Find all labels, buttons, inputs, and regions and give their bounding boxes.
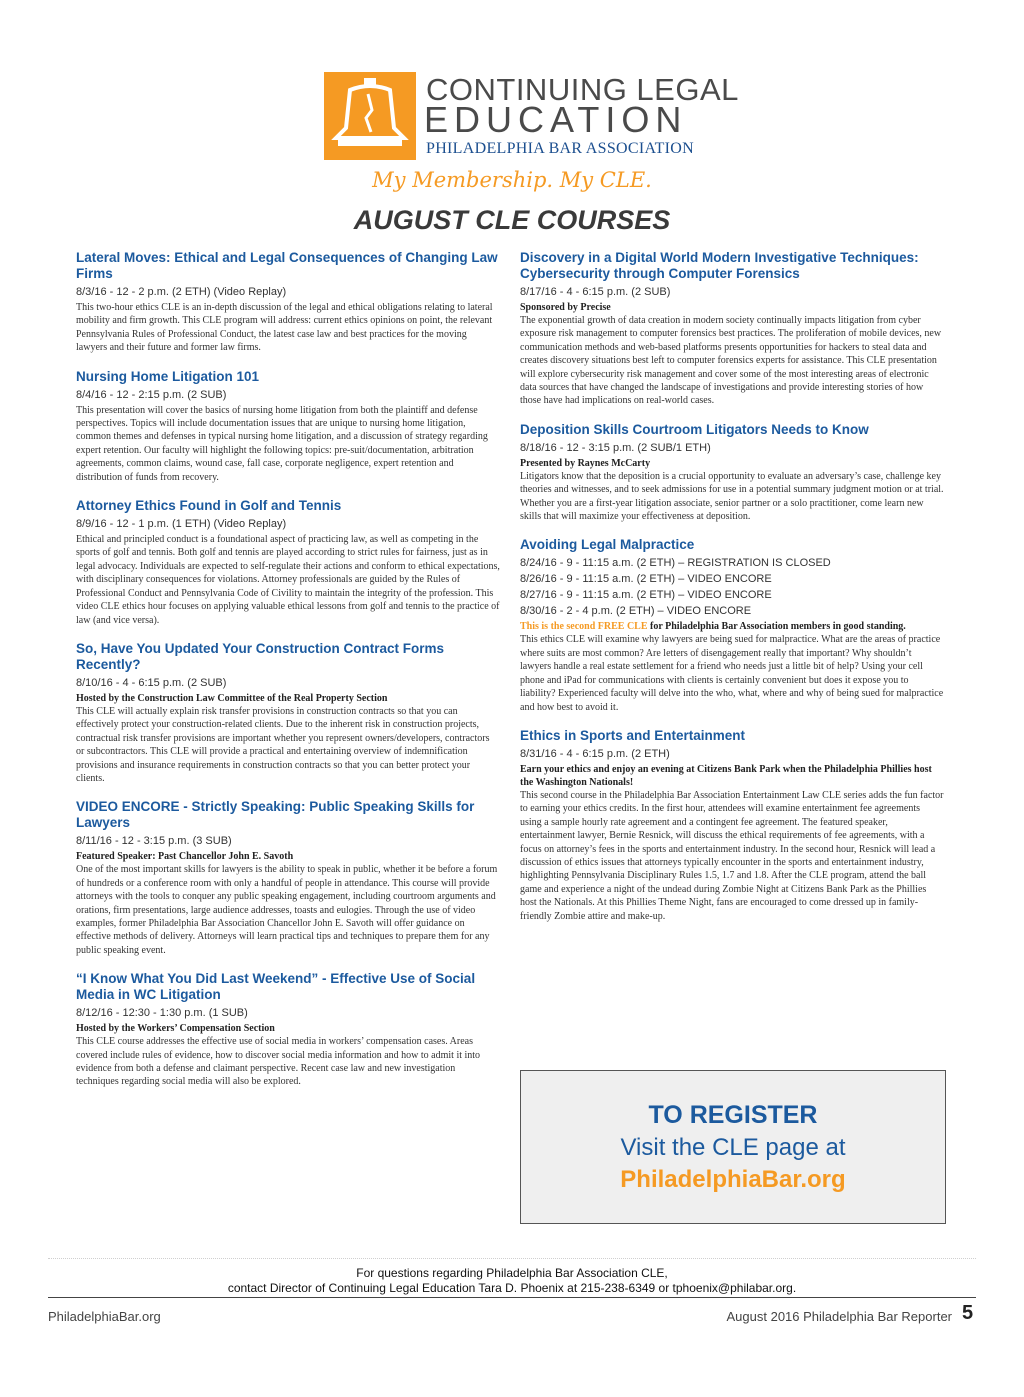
footer-contact-line1: For questions regarding Philadelphia Bar Association CLE, <box>356 1266 668 1280</box>
org-name-line3: PHILADELPHIA BAR ASSOCIATION <box>426 140 694 157</box>
course-title[interactable]: Ethics in Sports and Entertainment <box>520 727 746 743</box>
course-date: 8/3/16 - 12 - 2 p.m. (2 ETH) (Video Replay) <box>76 286 287 298</box>
footer-website[interactable]: PhiladelphiaBar.org <box>48 1309 161 1324</box>
course-listing <box>520 250 944 408</box>
course-description: This second course in the Philadelphia Bar Association Entertainment Law CLE series adds the fun factor to earning your ethics credits. In the first hour, attendees will examine entertainment fee agreements using a sample hourly rate agreement and a contingent fee agreement. The featured speaker, entertainment lawyer, Bernie Resnick, will discuss the ethical requirements of fee agreements, with a focus on attorney’s fees in the sports and entertainment industry. In the second hour, Resnick will lead a discussion of ethics issues that attorneys typically encounter in the sports and entertainment industry, highlighting Pennsylvania Disciplinary Rules 1.5, 1.7 and 1.8. After the CLE program, attend the ball game and experience a night of the undead during Zombie Night at Citizens Bank Park as the Phillies host the Nationals. At this Phillies Theme Night, fans are encouraged to come dressed up in family-friendly Zombie attire and make-up. <box>520 789 944 922</box>
footer-issue: August 2016 Philadelphia Bar Reporter <box>726 1309 952 1324</box>
course-title[interactable]: Attorney Ethics Found in Golf and Tennis <box>76 498 342 514</box>
course-date: 8/18/16 - 12 - 3:15 p.m. (2 SUB/1 ETH) <box>520 441 711 454</box>
page-title: AUGUST CLE COURSES <box>353 205 671 235</box>
header <box>0 0 1024 200</box>
liberty-bell-icon <box>324 72 416 160</box>
course-listing <box>76 250 500 355</box>
course-description: This presentation will cover the basics of nursing home litigation from both the plaintiff and defense perspectives. Topics will include documentation issues that are unique to nursing home litigation, common themes and defenses in typical nursing home litigation, and a discussion of strategy regarding expert retention. Our faculty will highlight the following topics: pre-suit/documentation, arbitration agreements, common claims, wound case, fall case, corporate negligence, expert retention and distribution of funds from recovery. <box>76 404 488 483</box>
org-name-line2: EDUCATION <box>424 99 688 140</box>
course-date: 8/10/16 - 4 - 6:15 p.m. (2 SUB) <box>76 676 227 689</box>
course-sponsor: Earn your ethics and enjoy an evening at Citizens Bank Park when the Philadelphia Phillies host the Washington Nationals! <box>520 763 932 788</box>
course-listing <box>76 641 500 785</box>
course-listing <box>76 799 500 957</box>
course-description: This ethics CLE will examine why lawyers are being sued for malpractice. What are the areas of practice where suits are most common? Are letters of disengagement really that important? Why shouldn’t lawyers handle a real estate settlement for a friend who needs just a little bit of help? Using your cell phone and iPad for communications with clients is certainly convenient but does it expose you to liability? Experienced faculty will delve into the who, what, where and why of being sued for malpractice and how best to avoid it. <box>520 634 944 713</box>
course-date: 8/27/16 - 9 - 11:15 a.m. (2 ETH) – VIDEO ENCORE <box>520 589 772 602</box>
course-title[interactable]: Avoiding Legal Malpractice <box>520 537 695 553</box>
course-description: One of the most important skills for lawyers is the ability to speak in public, whether it be before a forum of hundreds or a conference room with only a handful of people in attendance. This course will provide attorneys with the tools to conquer any public speaking engagement, including courtroom arguments and orations, firm presentations, large audience addresses, toasts and eulogies. Through the use of video examples, former Philadelphia Bar Association Chancellor John E. Savoth will offer guidance on effective methods of delivery. Attorneys will learn practical tips and techniques to prepare them for any public speaking event. <box>76 864 498 956</box>
footer-contact <box>0 1266 1024 1296</box>
course-title[interactable]: Discovery in a Digital World Modern Investigative Techniques: Cybersecurity through Computer Forensics <box>520 250 919 281</box>
footer-rule <box>48 1297 976 1298</box>
left-column <box>76 250 500 1103</box>
course-title[interactable]: Nursing Home Litigation 101 <box>76 368 260 384</box>
course-sponsor: Featured Speaker: Past Chancellor John E. Savoth <box>76 851 294 863</box>
register-instruction: Visit the CLE page at <box>620 1134 846 1161</box>
org-name-line1: CONTINUING LEGAL <box>426 72 739 107</box>
free-cle-highlight: This is the second FREE CLE <box>520 621 648 633</box>
course-title[interactable]: So, Have You Updated Your Construction Contract Forms Recently? <box>76 640 445 672</box>
page-number: 5 <box>962 1302 974 1324</box>
course-date: 8/12/16 - 12:30 - 1:30 p.m. (1 SUB) <box>76 1007 248 1020</box>
course-listing <box>76 498 500 627</box>
course-date: 8/30/16 - 2 - 4 p.m. (2 ETH) – VIDEO ENCORE <box>520 605 752 618</box>
course-sponsor: Sponsored by Precise <box>520 302 611 313</box>
course-date: 8/26/16 - 9 - 11:15 a.m. (2 ETH) – VIDEO ENCORE <box>520 573 772 586</box>
register-heading: TO REGISTER <box>648 1101 818 1129</box>
cle-logo <box>324 72 416 160</box>
course-date: 8/31/16 - 4 - 6:15 p.m. (2 ETH) <box>520 747 670 760</box>
course-date: 8/17/16 - 4 - 6:15 p.m. (2 SUB) <box>520 286 671 298</box>
course-title[interactable]: Lateral Moves: Ethical and Legal Consequences of Changing Law Firms <box>76 250 498 281</box>
course-date: 8/4/16 - 12 - 2:15 p.m. (2 SUB) <box>76 388 227 401</box>
course-note-text: for Philadelphia Bar Association members in good standing. <box>647 621 906 633</box>
course-description: This CLE course addresses the effective use of social media in workers’ compensation cases. Areas covered include rules of evidence, how to discover social media information and how to admit it into evidence from both a defense and claimant perspective. Recent case law and new investigation techniques regarding social media will also be explored. <box>76 1036 481 1088</box>
register-box <box>520 1070 946 1224</box>
course-description: The exponential growth of data creation in modern society continually impacts litigation from cyber exposure risk management to computer forensics best practices. The proliferation of mobile devices, new communication methods and web-based platforms presents opportunities for hackers to steal data and creates discovery situations best left to computer forensics experts for assistance. This CLE presentation will explore cybersecurity risk management and cover some of the most interesting areas of electronic data sources that have changed the landscape of investigations and provide interesting stories of how those have had implications on real-world cases. <box>520 315 942 407</box>
course-title[interactable]: Deposition Skills Courtroom Litigators Needs to Know <box>520 421 869 437</box>
course-date: 8/9/16 - 12 - 1 p.m. (1 ETH) (Video Replay) <box>76 518 287 531</box>
tagline: My Membership. My CLE. <box>372 168 652 192</box>
course-date: 8/24/16 - 9 - 11:15 a.m. (2 ETH) – REGISTRATION IS CLOSED <box>520 557 831 570</box>
right-column <box>520 250 944 937</box>
course-listing <box>520 728 944 923</box>
course-listing <box>76 369 500 484</box>
course-description: Litigators know that the deposition is a crucial opportunity to evaluate an adversary’s case, challenge key theories and witnesses, and to seek admissions for use in a potential summary judgment motion or at trial. Whether you are a first-year litigation associate, senior partner or a solo practitioner, come learn new skills that will maximize your effectiveness at deposition. <box>520 470 944 523</box>
course-description: Ethical and principled conduct is a foundational aspect of practicing law, as well as competing in the sports of golf and tennis. Both golf and tennis are played according to strict rules for fairness, just as in legal advocacy. Individuals are expected to self-regulate their actions and conform to ethical expectations, with disciplinary consequences for violations. Attorney professionals are guided by the Rules of Professional Conduct and Pennsylvania Code of Civility to maintain the integrity of the profession. This video CLE ethics hour focuses on applying valuable ethical lessons from golf and tennis to the practice of law (and vice versa). <box>76 534 500 626</box>
course-listing <box>520 537 944 713</box>
dotted-divider <box>48 1258 976 1259</box>
course-listing <box>520 422 944 524</box>
course-description: This CLE will actually explain risk transfer provisions in construction contracts so that you can effectively protect your construction-related clients. Due to the inherent risk in construction projects, contractual risk transfer provisions are important whether you represent owners/developers, contractors or subcontractors. This CLE will provide a practical and entertaining overview of indemnification provisions and insurance requirements in construction contracts so that you can better protect your clients. <box>76 705 490 784</box>
course-title[interactable]: “I Know What You Did Last Weekend” - Effective Use of Social Media in WC Litigation <box>76 971 476 1003</box>
register-link[interactable]: PhiladelphiaBar.org <box>620 1166 846 1193</box>
course-sponsor: Hosted by the Construction Law Committee of the Real Property Section <box>76 692 388 704</box>
course-note <box>520 620 944 633</box>
course-title[interactable]: VIDEO ENCORE - Strictly Speaking: Public Speaking Skills for Lawyers <box>76 799 475 831</box>
course-sponsor: Hosted by the Workers’ Compensation Section <box>76 1023 275 1035</box>
course-description: This two-hour ethics CLE is an in-depth discussion of the legal and ethical obligations relating to lateral mobility and firm growth. This CLE program will address: current ethics opinions on point, the relevant Pennsylvania Rules of Professional Conduct, the latest case law and best practices for the moving lawyers and their future and former law firms. <box>76 302 493 354</box>
course-date: 8/11/16 - 12 - 3:15 p.m. (3 SUB) <box>76 835 232 848</box>
course-listing <box>76 971 500 1089</box>
footer-contact-line2[interactable]: contact Director of Continuing Legal Education Tara D. Phoenix at 215-238-6349 or tphoenix@philabar.org. <box>227 1281 797 1295</box>
course-sponsor: Presented by Raynes McCarty <box>520 457 651 469</box>
